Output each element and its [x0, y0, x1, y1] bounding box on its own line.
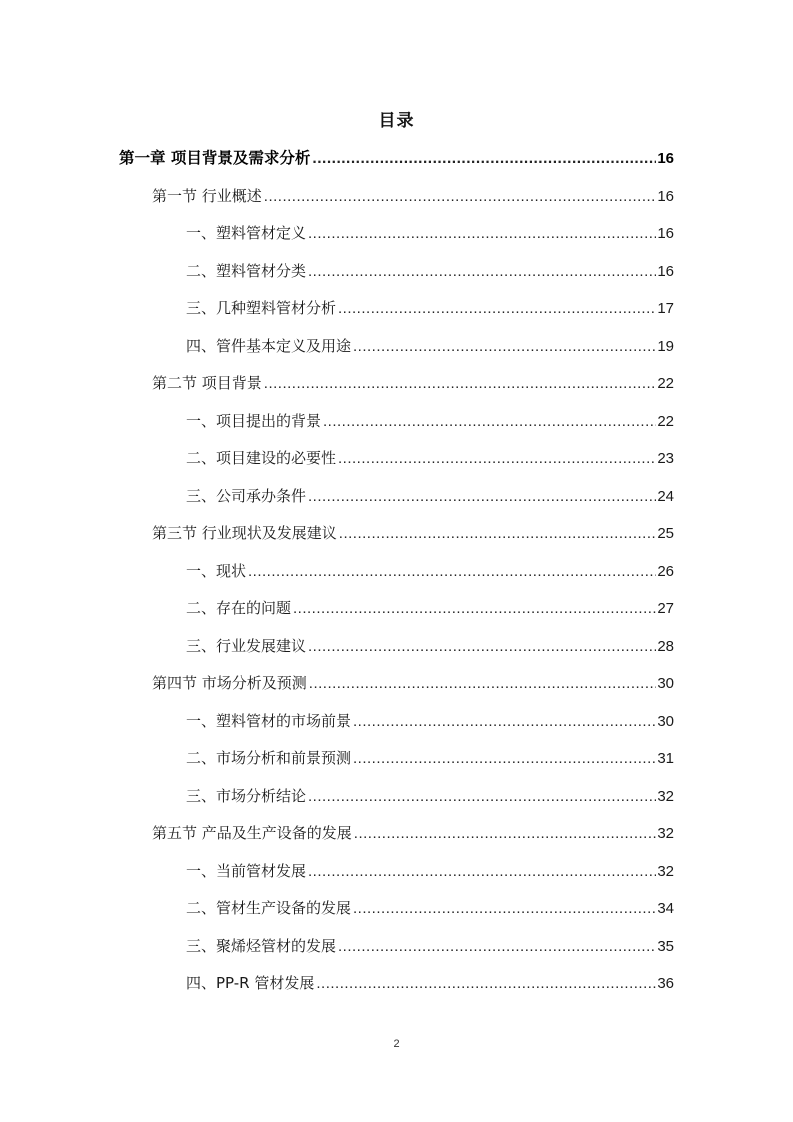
toc-entry-label: 第二节 项目背景 — [152, 374, 262, 392]
toc-entry-section-1[interactable] — [152, 181, 674, 211]
dot-leader — [308, 782, 656, 811]
toc-entry-label: 一、项目提出的背景 — [186, 411, 322, 430]
dot-leader — [338, 444, 656, 473]
toc-entry-page: 16 — [657, 187, 674, 205]
toc-entry-label: 三、聚烯烃管材的发展 — [186, 936, 337, 955]
dot-leader — [312, 144, 656, 173]
toc-entry-page: 32 — [657, 862, 674, 880]
toc-entry-section-5[interactable] — [152, 818, 674, 848]
toc-entry-label: 二、塑料管材分类 — [186, 261, 307, 280]
toc-entry-page: 22 — [657, 412, 674, 430]
toc-entry-section-3[interactable] — [152, 518, 674, 548]
dot-leader — [308, 257, 656, 286]
toc-entry-page: 17 — [657, 300, 674, 317]
toc-entry-subsection[interactable] — [186, 706, 674, 736]
toc-title: 目录 — [378, 111, 415, 131]
toc-entry-subsection[interactable] — [186, 931, 674, 961]
toc-entry-label: 一、塑料管材的市场前景 — [186, 711, 352, 730]
dot-leader — [353, 744, 656, 773]
toc-entry-subsection[interactable] — [186, 443, 674, 473]
toc-entry-chapter-1[interactable] — [119, 143, 674, 173]
toc-entry-subsection[interactable] — [186, 556, 674, 586]
toc-entry-page: 16 — [657, 225, 674, 242]
toc-entry-subsection[interactable] — [186, 856, 674, 886]
toc-entry-section-4[interactable] — [152, 668, 674, 698]
dot-leader — [338, 932, 656, 961]
toc-entry-page: 28 — [657, 637, 674, 655]
toc-entry-subsection[interactable] — [186, 293, 674, 323]
toc-entry-section-2[interactable] — [152, 368, 674, 398]
toc-entry-subsection[interactable] — [186, 406, 674, 436]
toc-entry-label: 三、公司承办条件 — [186, 486, 307, 505]
toc-entry-page: 31 — [657, 750, 674, 767]
toc-entry-label: 二、市场分析和前景预测 — [186, 749, 352, 767]
dot-leader — [309, 669, 657, 698]
toc-entry-page: 19 — [657, 337, 674, 355]
toc-entry-subsection[interactable] — [186, 743, 674, 773]
toc-entry-page: 32 — [657, 787, 674, 805]
toc-entry-page: 36 — [657, 975, 674, 992]
toc-entry-subsection[interactable] — [186, 256, 674, 286]
dot-leader — [323, 407, 656, 436]
toc-entry-label: 二、项目建设的必要性 — [186, 449, 337, 467]
dot-leader — [353, 894, 656, 923]
toc-entry-label: 第一章 项目背景及需求分析 — [119, 149, 311, 167]
dot-leader — [338, 294, 656, 323]
dot-leader — [308, 219, 656, 248]
toc-entry-subsection[interactable] — [186, 631, 674, 661]
toc-entry-label: 二、管材生产设备的发展 — [186, 899, 352, 917]
toc-entry-label: 一、现状 — [186, 561, 247, 580]
toc-entry-page: 35 — [657, 937, 674, 955]
toc-entry-label: 一、塑料管材定义 — [186, 224, 307, 242]
toc-entry-label: 一、当前管材发展 — [186, 861, 307, 880]
dot-leader — [264, 369, 657, 398]
toc-entry-subsection[interactable] — [186, 481, 674, 511]
dot-leader — [264, 182, 657, 211]
toc-entry-label: 第五节 产品及生产设备的发展 — [152, 824, 352, 842]
toc-entry-subsection[interactable] — [186, 331, 674, 361]
dot-leader — [248, 557, 656, 586]
dot-leader — [354, 819, 657, 848]
dot-leader — [339, 519, 657, 548]
dot-leader — [353, 332, 656, 361]
toc-entry-page: 34 — [657, 900, 674, 917]
toc-entry-label: 三、行业发展建议 — [186, 636, 307, 655]
toc-entry-page: 23 — [657, 450, 674, 467]
dot-leader — [316, 969, 656, 998]
toc-entry-page: 16 — [657, 150, 674, 167]
toc-entry-label: 三、几种塑料管材分析 — [186, 299, 337, 317]
toc-entry-page: 32 — [657, 825, 674, 842]
toc-entry-label: 四、PP-R 管材发展 — [186, 974, 315, 992]
toc-entry-page: 30 — [657, 675, 674, 692]
toc-entry-subsection[interactable] — [186, 593, 674, 623]
page-number: 2 — [393, 1038, 400, 1050]
toc-entry-page: 30 — [657, 712, 674, 730]
toc-entry-subsection[interactable] — [186, 781, 674, 811]
toc-entry-page: 27 — [657, 600, 674, 617]
dot-leader — [308, 632, 656, 661]
toc-entry-page: 16 — [657, 262, 674, 280]
toc-entry-label: 三、市场分析结论 — [186, 786, 307, 805]
toc-entry-page: 22 — [657, 375, 674, 392]
dot-leader — [308, 857, 656, 886]
dot-leader — [308, 482, 656, 511]
toc-entry-label: 二、存在的问题 — [186, 599, 292, 617]
toc-entry-label: 第三节 行业现状及发展建议 — [152, 524, 337, 542]
toc-entry-page: 24 — [657, 487, 674, 505]
toc-entry-page: 25 — [657, 525, 674, 542]
toc-entry-subsection[interactable] — [186, 218, 674, 248]
toc-entry-subsection[interactable] — [186, 968, 674, 998]
toc-entry-label: 第四节 市场分析及预测 — [152, 674, 307, 692]
dot-leader — [353, 707, 656, 736]
toc-entry-label: 四、管件基本定义及用途 — [186, 336, 352, 355]
toc-entry-subsection[interactable] — [186, 893, 674, 923]
toc-entry-label: 第一节 行业概述 — [152, 186, 262, 205]
toc-entry-page: 26 — [657, 562, 674, 580]
dot-leader — [293, 594, 656, 623]
